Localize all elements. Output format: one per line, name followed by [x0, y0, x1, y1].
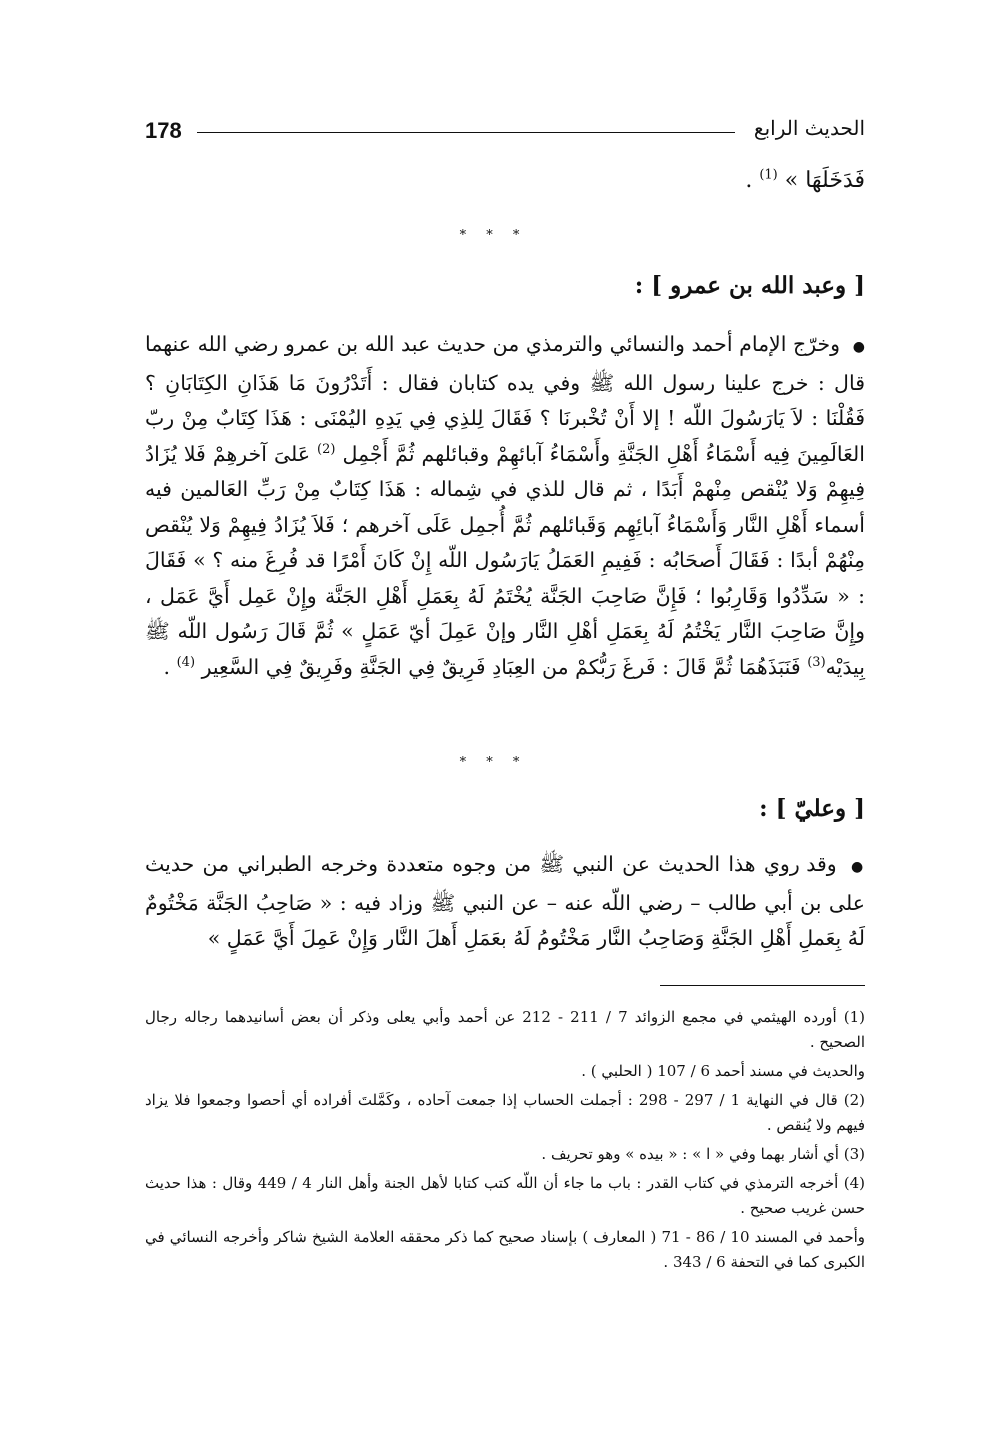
continuation-tail: . — [745, 168, 760, 193]
footnote-ref-3: (3) — [807, 654, 826, 670]
footnote: (1) أورده الهيثمي في مجمع الزوائد 7 / 211 - 212 عن أحمد وأبي يعلى وذكر أن بعض أسانيدهما رجاله رجال الصحيح . — [145, 1008, 866, 1051]
paragraph-text: عَلىَ آخرهِمْ فَلا يُزَادُ فِيهِمْ وَلا يُنْقص مِنْهمْ أَبَدًا ، ثم قال للذي في شِماله : هَذَا كِتَابٌ مِنْ رَبِّ العَالمين فيه أسماء أَهْلِ النَّار وَأَسْمَاءُ آبائِهِم وَقَبائلهم ثُمَّ أُجمِل عَلَى آخرهم ؛ فَلاَ يُزَادُ فِيهِمْ وَلا يُنْقص مِنْهُمْ أبدًا : فَقَالَ أَصحَابُه : فَفِيمِ العَمَلُ يَارَسُول اللّه إِنْ كَانَ أَمْرًا قد فُرِغَ منه ؟ » فَقَالَ : « سَدِّدُوا وَقَارِبُوا ؛ فَإِنَّ صَاحِبَ الجَنَّة يُخْتَمُ لَهُ بِعَمَلِ أَهْلِ الجَنَّة وإِنْ عَمِل أَيَّ عَمَل ، وإِنَّ صَاحِبَ النَّار يَخْتُمُ لَهُ بِعَمَلِ أهْلِ النَّار وإنْ عَمِلَ أيّ عَمَلٍ » ثُمَّ قَالَ رَسُول اللّه ﷺ بِيدَيْه — [145, 441, 865, 679]
footnote: (2) قال في النهاية 1 / 297 - 298 : أجملت الحساب إذا جمعت آحاده ، وكَمَّلتَ أفراده أي أحصوا وجمعوا فلا يزاد فيهم ولا يُنقص . — [145, 1091, 866, 1134]
page-header — [145, 116, 865, 152]
paragraph-tail: . — [163, 654, 177, 679]
separator-stars: * * * — [459, 228, 528, 243]
separator-stars: * * * — [459, 755, 528, 770]
footnote: (4) أخرجه الترمذي في كتاب القدر : باب ما جاء أن اللّه كتب كتابا لأهل الجنة وأهل النار 4 / 449 وقال : هذا حديث حسن غريب صحيح . — [145, 1174, 865, 1217]
footnote-rule — [660, 985, 865, 986]
paragraph-text: وخرّج الإمام أحمد والنسائي والترمذي من حديث عبد الله بن عمرو رضي الله عنهما قال : خرج علينا رسول الله ﷺ وفي يده كتابان فقال : أَتَدْرُونَ مَا هَذَانِ الكِتَابَانِ ؟ فَقُلْنَا : لاَ يَارَسُولَ اللّه ! إلا أَنْ تُخْبرنَا ؟ فَقَالَ لِلذِي فِي يَدِهِ اليُمْنَى : هَذَا كِتَابٌ مِنْ ربّ العَالَمِينَ فِيه أَسْمَاءُ أَهْلِ الجَنَّةِ وأَسْمَاءُ آبائهِمْ وقبائلهم ثُمَّ أَجْمِل — [145, 332, 865, 466]
footnote: وأحمد في المسند 10 / 86 - 71 ( المعارف ) بإسناد صحيح كما ذكر محققه العلامة الشيخ شاكر وأخرجه النسائي في الكبرى كما في التحفة 6 / 343 . — [145, 1228, 866, 1271]
running-title: الحديث الرابع — [753, 116, 865, 140]
footnote: (3) أي أشار بهما وفي « ا » : « بيده » وهو تحريف . — [541, 1145, 865, 1163]
header-rule — [197, 132, 735, 133]
section-heading-ali: [ وعليّ ] : — [759, 795, 865, 822]
paragraph-abdullah — [145, 327, 865, 685]
footnote-ref-4: (4) — [176, 654, 196, 670]
footnote-ref-1: (1) — [759, 167, 778, 183]
section-heading-abdullah: [ وعبد الله بن عمرو ] : — [634, 272, 865, 299]
footnote-ref-2: (2) — [317, 441, 336, 457]
paragraph-text: فَنَبَذَهُمَا ثُمَّ قَالَ : فَرغَ رَبُّكمْ من العِبَادِ فَرِيقٌ فِي الجَنَّةِ وفَرِيقٌ فِي السَّعِير — [201, 654, 801, 679]
bullet-icon: ● — [851, 859, 865, 875]
paragraph-ali — [145, 847, 865, 957]
continuation-text: فَدَخَلَهَا » — [784, 168, 865, 193]
bullet-icon: ● — [852, 339, 865, 355]
footnotes — [145, 1005, 865, 1279]
paragraph-text: وقد روي هذا الحديث عن النبي ﷺ من وجوه متعددة وخرجه الطبراني من حديث على بن أبي طالب – رضي اللّه عنه – عن النبي ﷺ وزاد فيه : « صَاحِبُ الجَنَّة مَخْتُومٌ لَهُ بِعَملِ أَهْلِ الجَنَّةِ وَصَاحِبُ النَّار مَخْتُومُ لَهُ بعَمَلِ أَهلَ النَّار وَإِنْ عَمِلَ أَيَّ عَمَلٍ » — [145, 852, 865, 950]
page-number: 178 — [145, 118, 182, 143]
continuation-line — [145, 168, 865, 193]
footnote: والحديث في مسند أحمد 6 / 107 ( الحلبي ) . — [581, 1062, 865, 1080]
